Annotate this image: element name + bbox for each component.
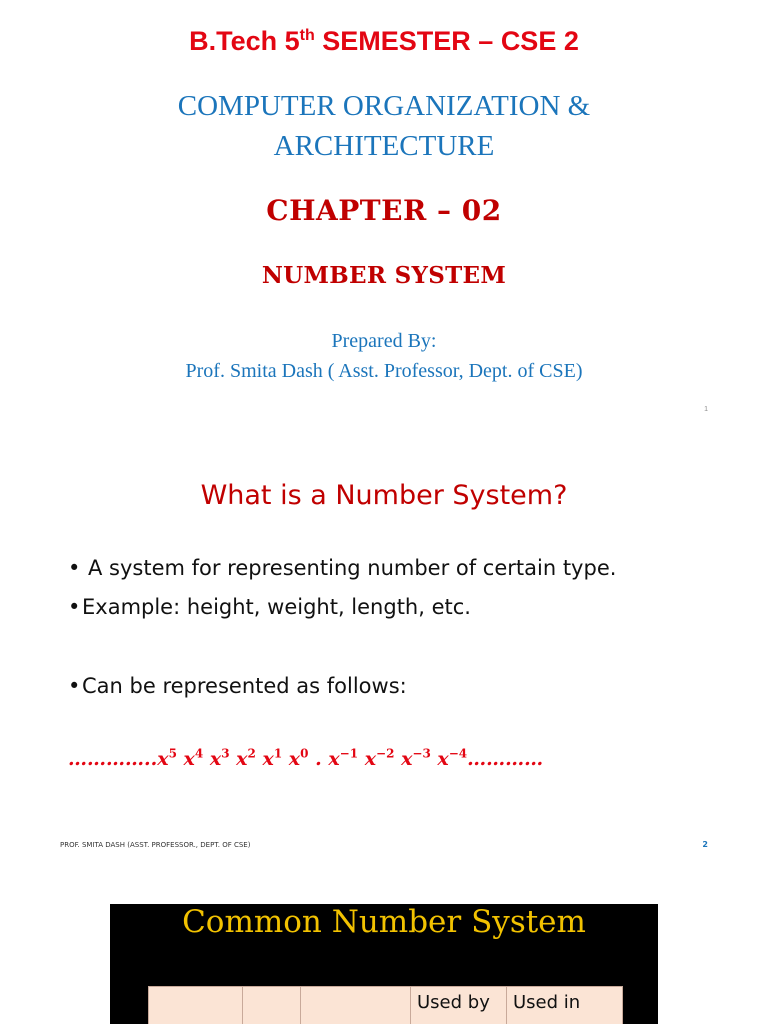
slide-1-title (0, 0, 768, 430)
slide-title: What is a Number System? (200, 480, 568, 511)
formula-term: $x^{-2}$ (364, 746, 395, 770)
semester-header-suffix: SEMESTER – CSE 2 (314, 26, 579, 56)
semester-header-sup: th (299, 27, 315, 44)
bullet-item (68, 668, 748, 707)
chapter-heading: CHAPTER – 02 (266, 194, 502, 227)
prepared-by (0, 326, 768, 386)
semester-header-prefix: B.Tech 5 (189, 26, 300, 56)
formula-term: $x^4$ (183, 746, 204, 770)
formula-term: $x^5$ (157, 746, 177, 770)
page-number: 1 (704, 406, 708, 413)
bullet-text: A system for representing number of certain type. (88, 556, 617, 580)
bullet-text: Example: height, weight, length, etc. (82, 595, 471, 619)
table-row (149, 987, 623, 1024)
formula-term: $x^{-3}$ (401, 746, 431, 770)
course-title-line-2: ARCHITECTURE (273, 130, 495, 162)
bullet-item (68, 550, 748, 589)
prepared-by-label: Prepared By: (331, 330, 437, 352)
page-number: 2 (702, 840, 708, 849)
bullet-list (68, 550, 748, 707)
bullet-item (68, 589, 748, 628)
formula-term: $x^3$ (209, 746, 230, 770)
positional-formula (68, 748, 718, 770)
number-system-table (148, 986, 623, 1024)
slide-2-number-system (0, 448, 768, 868)
semester-header (0, 26, 768, 57)
table-cell (301, 987, 411, 1024)
formula-term: $x^1$ (262, 746, 283, 770)
formula-term: . $x^{-1}$ (315, 746, 359, 770)
course-title-line-1: COMPUTER ORGANIZATION & (177, 90, 591, 122)
course-title (0, 86, 768, 166)
table-cell (243, 987, 301, 1024)
formula-term: $x^0$ (288, 746, 309, 770)
formula-term: $x^{-4}$ (437, 746, 468, 770)
author-name: Prof. Smita Dash ( Asst. Professor, Dept. of CSE) (185, 360, 583, 382)
slide-footer: PROF. SMITA DASH (ASST. PROFESSOR., DEPT. OF CSE) (60, 841, 251, 849)
formula-leading-dots: ………….. (68, 748, 158, 770)
table-cell: Used in (507, 987, 623, 1024)
table-cell (149, 987, 243, 1024)
topic-heading: NUMBER SYSTEM (261, 262, 507, 289)
bullet-text: Can be represented as follows: (82, 674, 407, 698)
formula-term: $x^2$ (236, 746, 256, 770)
table-cell: Used by (411, 987, 507, 1024)
formula-trailing-dots: ………… (467, 748, 544, 770)
slide-title: Common Number System (182, 904, 586, 940)
slide-3-common-number-system (110, 904, 658, 1024)
